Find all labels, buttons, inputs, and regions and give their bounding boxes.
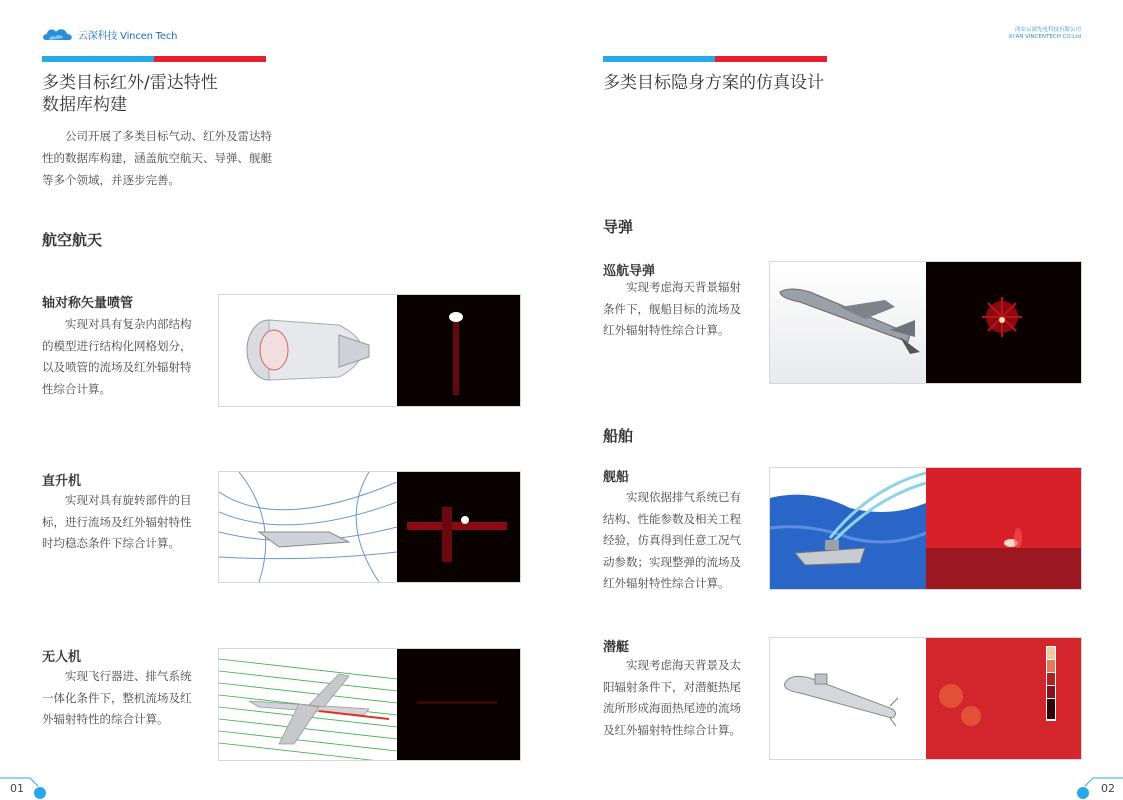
page-number-left: 01: [10, 782, 24, 795]
missile-infrared-image: [926, 262, 1081, 383]
item-text-nozzle: 实现对具有复杂内部结构的模型进行结构化网格划分，以及喷管的流场及红外辐射特性综合计算。: [42, 317, 192, 396]
right-page-corner: [1075, 772, 1123, 800]
left-title-line1: 多类目标红外/雷达特性: [42, 73, 218, 93]
submarine-model-image: [770, 638, 926, 759]
warship-infrared-image: [926, 468, 1081, 589]
left-title-line2: 数据库构建: [42, 95, 127, 115]
right-page-title: 多类目标隐身方案的仿真设计: [603, 73, 824, 93]
nozzle-infrared-image: [397, 295, 520, 406]
nozzle-model-image: [219, 295, 397, 406]
warship-image-pair: [769, 467, 1082, 590]
warship-flow-image: [770, 468, 926, 589]
company-name-cn: 西安云深光电科技有限公司: [1014, 27, 1081, 33]
uav-infrared-image: [397, 649, 520, 760]
item-heading-submarine: 潜艇: [603, 640, 630, 655]
page-number-right: 02: [1101, 782, 1115, 795]
left-accent-bar: [42, 56, 266, 62]
company-name-en: XI'AN VINCENTECH CO.Ltd: [1008, 34, 1081, 40]
nozzle-image-pair: [218, 294, 521, 407]
submarine-infrared-image: [926, 638, 1081, 759]
left-page-corner: [0, 772, 48, 800]
company-name: [1009, 27, 1081, 41]
section-ship: 船舶: [603, 427, 634, 445]
item-text-warship: 实现依据排气系统已有结构、性能参数及相关工程经验，仿真得到任意工况气动参数；实现整弹的流场及红外辐射特性综合计算。: [603, 490, 741, 590]
helicopter-image-pair: [218, 471, 521, 583]
item-heading-helicopter: 直升机: [42, 474, 82, 489]
uav-flow-image: [219, 649, 397, 760]
missile-model-image: [770, 262, 926, 383]
item-heading-warship: 舰船: [603, 470, 630, 485]
item-heading-nozzle: 轴对称矢量喷管: [42, 296, 134, 311]
uav-image-pair: [218, 648, 521, 761]
item-heading-cruise-missile: 巡航导弹: [603, 264, 656, 279]
item-heading-uav: 无人机: [42, 650, 82, 665]
item-text-uav: 实现飞行器进、排气系统一体化条件下，整机流场及红外辐射特性的综合计算。: [42, 669, 192, 726]
cloud-logo-icon: [42, 26, 74, 42]
item-text-helicopter: 实现对具有旋转部件的目标，进行流场及红外辐射特性时均稳态条件下综合计算。: [42, 493, 192, 550]
right-accent-bar: [603, 56, 827, 62]
left-page-title: [42, 72, 218, 116]
item-text-cruise-missile: 实现考虑海天背景辐射条件下，舰船目标的流场及红外辐射特性综合计算。: [603, 280, 741, 337]
company-logo: [42, 26, 177, 42]
helicopter-flow-image: [219, 472, 397, 582]
missile-image-pair: [769, 261, 1082, 384]
submarine-image-pair: [769, 637, 1082, 760]
logo-text: 云深科技 Vincen Tech: [78, 30, 178, 42]
section-missile: 导弹: [603, 218, 634, 236]
item-text-submarine: 实现考虑海天背景及太阳辐射条件下，对潜艇热尾流所形成海面热尾迹的流场及红外辐射特性综合计算。: [603, 658, 741, 737]
left-intro-text: 公司开展了多类目标气动、红外及雷达特性的数据库构建，涵盖航空航天、导弹、舰艇等多个领域，并逐步完善。: [42, 129, 272, 187]
section-aerospace: 航空航天: [42, 231, 103, 249]
helicopter-infrared-image: [397, 472, 520, 582]
